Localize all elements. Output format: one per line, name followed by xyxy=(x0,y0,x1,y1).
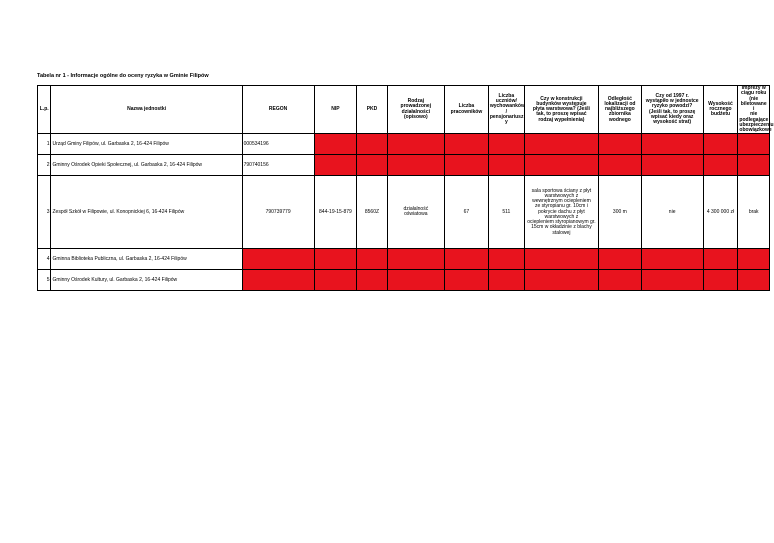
cell-name: Gminny Ośrodek Opieki Społecznej, ul. Garbaska 2, 16-424 Filipów xyxy=(51,155,242,176)
risk-info-table xyxy=(37,85,774,291)
missing-cell xyxy=(387,270,444,291)
header-employees: Liczba pracowników xyxy=(445,86,489,134)
missing-cell xyxy=(488,270,524,291)
cell-name: Zespół Szkół w Filipowie, ul. Konopnickiej 6, 16-424 Filipów xyxy=(51,176,242,249)
missing-cell xyxy=(738,249,770,270)
missing-cell xyxy=(738,134,770,155)
missing-cell xyxy=(488,155,524,176)
header-row xyxy=(38,86,770,134)
missing-cell xyxy=(703,155,738,176)
missing-cell xyxy=(641,155,703,176)
missing-cell xyxy=(357,155,387,176)
cell-activity: działalność oświatowa xyxy=(387,176,444,249)
missing-cell xyxy=(738,155,770,176)
missing-cell xyxy=(524,155,598,176)
missing-cell xyxy=(242,270,314,291)
missing-cell xyxy=(357,249,387,270)
missing-cell xyxy=(387,249,444,270)
cell-regon: 790739779 xyxy=(242,176,314,249)
cell-name: Gminny Ośrodek Kultury, ul. Garbaska 2, 16-424 Filipów xyxy=(51,270,242,291)
missing-cell xyxy=(703,249,738,270)
header-budget: Wysokość rocznego budżetu xyxy=(703,86,738,134)
missing-cell xyxy=(242,249,314,270)
missing-cell xyxy=(641,270,703,291)
missing-cell xyxy=(703,270,738,291)
table-row xyxy=(38,134,770,155)
header-name: Nazwa jednostki xyxy=(51,86,242,134)
table-row xyxy=(38,176,770,249)
cell-employees: 67 xyxy=(445,176,489,249)
cell-distance: 300 m xyxy=(599,176,642,249)
header-nip: NIP xyxy=(314,86,357,134)
missing-cell xyxy=(703,134,738,155)
missing-cell xyxy=(599,249,642,270)
header-risk: Czy od 1997 r. wystąpiło w jednostce ryzyko powodzi? (Jeśli tak, to proszę wpisać kiedy oraz wysokość strat) xyxy=(641,86,703,134)
cell-name: Urząd Gminy Filipów, ul. Garbaska 2, 16-424 Filipów xyxy=(51,134,242,155)
missing-cell xyxy=(641,134,703,155)
missing-cell xyxy=(445,134,489,155)
missing-cell xyxy=(357,270,387,291)
missing-cell xyxy=(641,249,703,270)
missing-cell xyxy=(524,134,598,155)
table-title: Tabela nr 1 - Informacje ogólne do oceny ryzyka w Gminie Filipów xyxy=(37,73,209,79)
missing-cell xyxy=(445,155,489,176)
missing-cell xyxy=(387,134,444,155)
header-regon: REGON xyxy=(242,86,314,134)
table-row xyxy=(38,249,770,270)
cell-lp: 4 xyxy=(38,249,51,270)
cell-students: 511 xyxy=(488,176,524,249)
header-pkd: PKD xyxy=(357,86,387,134)
missing-cell xyxy=(445,249,489,270)
missing-cell xyxy=(599,270,642,291)
cell-lp: 3 xyxy=(38,176,51,249)
missing-cell xyxy=(387,155,444,176)
header-activity: Rodzaj prowadzonej działalności (opisowo) xyxy=(387,86,444,134)
cell-lp: 5 xyxy=(38,270,51,291)
missing-cell xyxy=(314,155,357,176)
table-row xyxy=(38,270,770,291)
cell-pkd: 8560Z xyxy=(357,176,387,249)
cell-regon: 790740156 xyxy=(242,155,314,176)
header-events: Imprezy w ciągu roku (nie biletowane i nie podlegające ubezpieczeniu obowiązkowe xyxy=(739,85,774,133)
missing-cell xyxy=(314,249,357,270)
missing-cell xyxy=(314,134,357,155)
cell-name: Gminna Biblioteka Publiczna, ul. Garbaska 2, 16-424 Filipów xyxy=(51,249,242,270)
missing-cell xyxy=(599,134,642,155)
missing-cell xyxy=(445,270,489,291)
missing-cell xyxy=(314,270,357,291)
missing-cell xyxy=(524,270,598,291)
header-construction: Czy w konstrukcji budynków występuje płyta warstwowa? (Jeśli tak, to proszę wpisać rodzaj wypełnienia) xyxy=(524,86,598,134)
cell-regon: 000534196 xyxy=(242,134,314,155)
cell-risk: nie xyxy=(641,176,703,249)
missing-cell xyxy=(599,155,642,176)
cell-lp: 2 xyxy=(38,155,51,176)
missing-cell xyxy=(357,134,387,155)
table-row xyxy=(38,155,770,176)
cell-nip: 844-19-15-879 xyxy=(314,176,357,249)
header-students: Liczba uczniów/ wychowanków / pensjonariusz y xyxy=(488,86,524,134)
missing-cell xyxy=(488,134,524,155)
cell-construction: sala sportowa ściany z płyt warstwowych z wewnętrznym ociepleniem ze styropianu gr. 10cm i pokrycie dachu z płyt warstwowych z ociepleniem styropianowym gr. 15cm w okładzinie z blachy stalowej xyxy=(524,176,598,249)
cell-lp: 1 xyxy=(38,134,51,155)
missing-cell xyxy=(738,270,770,291)
missing-cell xyxy=(524,249,598,270)
header-lp: L.p. xyxy=(38,86,51,134)
missing-cell xyxy=(488,249,524,270)
cell-events: brak xyxy=(738,176,770,249)
cell-budget: 4 300 000 zł xyxy=(703,176,738,249)
header-distance: Odległość lokalizacji od najbliższego zbiornika wodnego xyxy=(599,86,642,134)
